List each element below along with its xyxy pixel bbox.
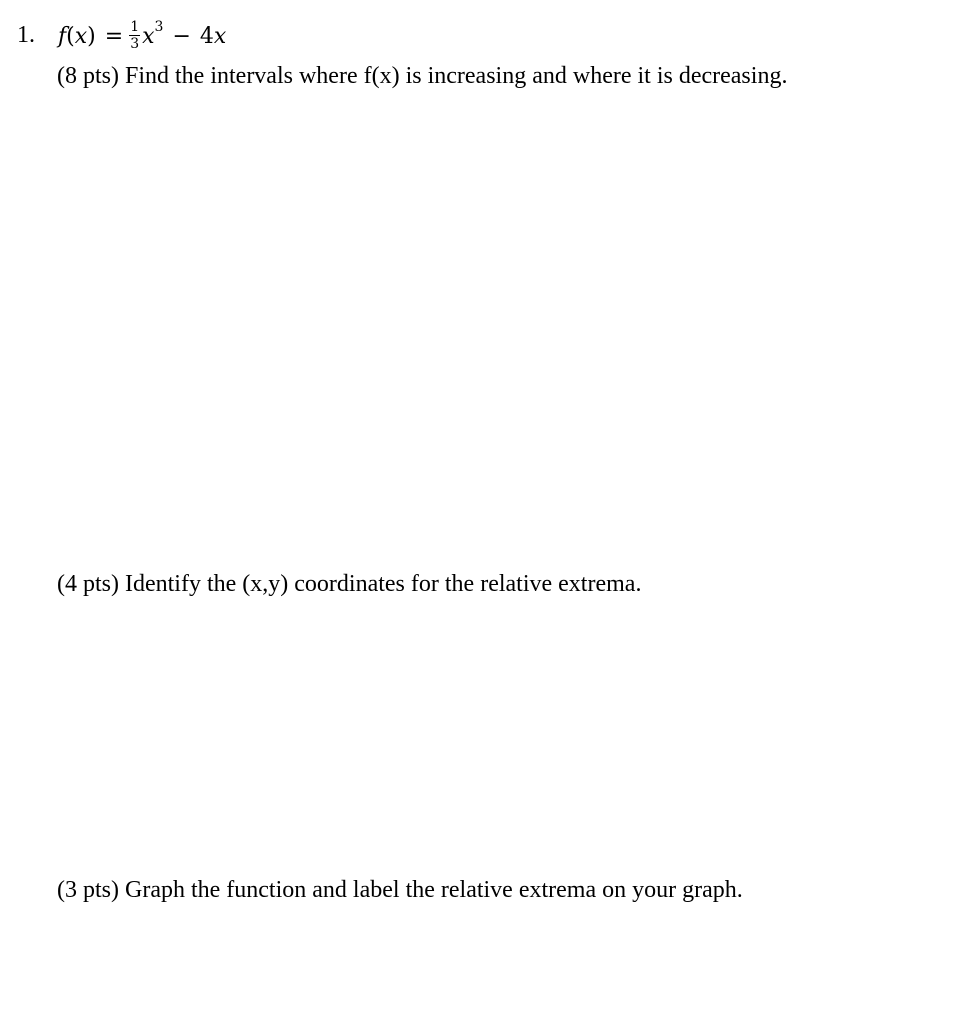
close-paren: ) <box>87 23 96 49</box>
function-equation <box>58 16 226 56</box>
part-c-question: (3 pts) Graph the function and label the relative extrema on your graph. <box>57 877 743 903</box>
open-paren: ( <box>66 23 75 49</box>
fraction-denominator: 3 <box>130 35 140 52</box>
linear-term-variable: x <box>213 23 227 49</box>
equals-sign: = <box>104 23 124 49</box>
part-b-question: (4 pts) Identify the (x,y) coordinates for the relative extrema. <box>57 571 642 597</box>
function-variable: x <box>74 23 88 49</box>
fraction-numerator: 1 <box>130 18 140 35</box>
minus-sign: − <box>172 23 191 49</box>
cubic-term-exponent: 3 <box>154 19 164 35</box>
function-name: f <box>58 23 67 49</box>
part-a-question: (8 pts) Find the intervals where f(x) is increasing and where it is decreasing. <box>57 63 788 89</box>
linear-term-coefficient: 4 <box>199 23 214 49</box>
problem-number: 1. <box>17 22 35 48</box>
fraction <box>129 20 140 51</box>
cubic-term-variable: x <box>142 23 155 49</box>
